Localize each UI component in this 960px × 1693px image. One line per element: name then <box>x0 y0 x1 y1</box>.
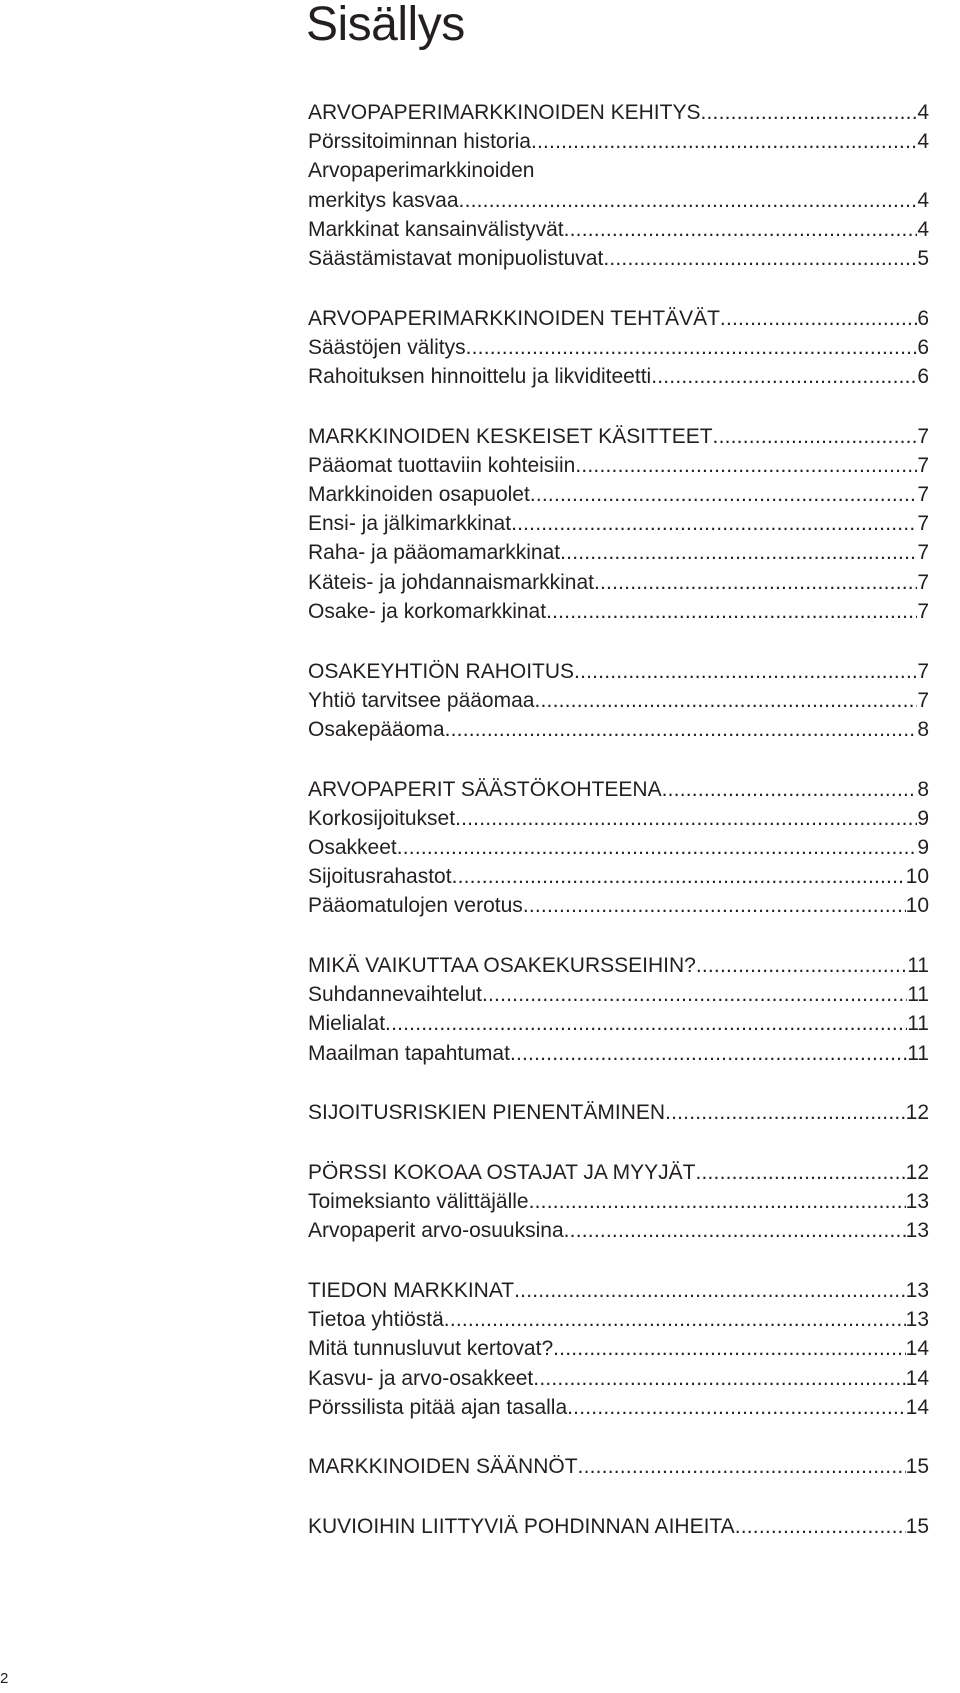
toc-entry-page: 5 <box>917 246 929 270</box>
toc-leader-dots <box>534 686 917 715</box>
toc-entry-page: 4 <box>917 217 929 241</box>
toc-entry <box>308 686 929 715</box>
toc-entry <box>308 804 929 833</box>
toc-leader-dots <box>511 509 917 538</box>
toc-entry-page: 13 <box>905 1190 929 1214</box>
toc-entry-page: 7 <box>917 512 929 536</box>
toc-entry-title: KUVIOIHIN LIITTYVIÄ POHDINNAN AIHEITA <box>308 1515 735 1539</box>
toc-entry <box>308 480 929 509</box>
toc-entry-title: ARVOPAPERIMARKKINOIDEN TEHTÄVÄT <box>308 306 720 330</box>
toc-entry-title: Arvopaperimarkkinoiden <box>308 159 535 183</box>
toc-entry-page: 11 <box>907 1012 929 1036</box>
toc-entry-title: Ensi- ja jälkimarkkinat <box>308 512 512 536</box>
toc-entry <box>308 451 929 480</box>
toc-entry-title: Markkinoiden osapuolet <box>308 483 530 507</box>
toc-entry <box>308 833 929 862</box>
toc-section <box>308 422 929 626</box>
toc-entry <box>308 1452 929 1481</box>
toc-leader-dots <box>533 1364 905 1393</box>
toc-leader-dots <box>695 1158 905 1187</box>
toc-entry-page: 7 <box>917 659 929 683</box>
toc-entry <box>308 1187 929 1216</box>
toc-leader-dots <box>651 362 917 391</box>
toc-section <box>308 657 929 745</box>
toc-entry-title: MIKÄ VAIKUTTAA OSAKEKURSSEIHIN? <box>308 954 696 977</box>
toc-entry-page: 7 <box>917 541 929 565</box>
toc-section <box>308 1158 929 1246</box>
toc-entry-page: 4 <box>917 101 929 124</box>
toc-entry <box>308 1512 929 1541</box>
toc-entry-page: 13 <box>905 1308 929 1332</box>
toc-entry-title: Pääomat tuottaviin kohteisiin <box>308 453 576 477</box>
toc-leader-dots <box>700 98 917 127</box>
toc-entry-title: Osakepääoma <box>308 717 445 741</box>
toc-entry-page: 12 <box>905 1101 929 1125</box>
toc-leader-dots <box>523 891 906 920</box>
toc-leader-dots <box>575 451 917 480</box>
toc-entry <box>308 362 929 391</box>
toc-leader-dots <box>531 127 917 156</box>
toc-entry <box>308 1158 929 1187</box>
toc-entry <box>308 244 929 273</box>
toc-entry-title: SIJOITUSRISKIEN PIENENTÄMINEN <box>308 1101 666 1125</box>
toc-entry-title: Säästöjen välitys <box>308 335 466 359</box>
toc-leader-dots <box>564 215 918 244</box>
toc-entry-page: 11 <box>907 954 929 977</box>
toc-entry-title: ARVOPAPERIMARKKINOIDEN KEHITYS <box>308 101 701 124</box>
toc-entry-title: Toimeksianto välittäjälle <box>308 1190 529 1214</box>
toc-leader-dots <box>603 244 917 273</box>
toc-entry-title: Maailman tapahtumat <box>308 1041 510 1065</box>
toc-entry <box>308 891 929 920</box>
toc-entry-page: 8 <box>917 777 929 801</box>
toc-entry <box>308 1334 929 1363</box>
toc-entry-title: Mitä tunnusluvut kertovat? <box>308 1337 554 1361</box>
toc-leader-dots <box>594 568 917 597</box>
toc-leader-dots <box>514 1276 906 1305</box>
toc-entry <box>308 568 929 597</box>
toc-section <box>308 775 929 921</box>
toc-entry-page: 8 <box>917 717 929 741</box>
toc-entry-title: Tietoa yhtiöstä <box>308 1308 444 1332</box>
toc-entry <box>308 980 929 1009</box>
toc-leader-dots <box>530 480 918 509</box>
toc-entry-page: 7 <box>917 424 929 448</box>
toc-leader-dots <box>560 538 917 567</box>
toc-entry-title: TIEDON MARKKINAT <box>308 1279 515 1302</box>
toc-leader-dots <box>466 333 918 362</box>
toc-leader-dots <box>567 1393 906 1422</box>
toc-entry <box>308 156 929 185</box>
toc-section <box>308 1098 929 1127</box>
toc-entry-page: 9 <box>917 835 929 859</box>
toc-leader-dots <box>459 186 918 215</box>
toc-entry <box>308 538 929 567</box>
toc-entry-title: Sijoitusrahastot <box>308 865 452 889</box>
toc-leader-dots <box>482 980 907 1009</box>
toc-entry <box>308 1393 929 1422</box>
page-number: 2 <box>0 1670 9 1687</box>
toc-entry-page: 13 <box>905 1279 929 1302</box>
toc-entry <box>308 333 929 362</box>
toc-entry-title: PÖRSSI KOKOAA OSTAJAT JA MYYJÄT <box>308 1160 696 1184</box>
toc-entry <box>308 422 929 451</box>
toc-leader-dots <box>564 1216 906 1245</box>
toc-entry-page: 7 <box>917 483 929 507</box>
toc-entry-title: Kasvu- ja arvo-osakkeet <box>308 1366 534 1390</box>
toc-entry-page: 14 <box>905 1395 929 1419</box>
toc-entry-page: 6 <box>917 306 929 330</box>
toc-entry-title: ARVOPAPERIT SÄÄSTÖKOHTEENA <box>308 777 662 801</box>
toc-entry-title: Suhdannevaihtelut <box>308 983 482 1007</box>
toc-leader-dots <box>529 1187 906 1216</box>
toc-entry <box>308 1098 929 1127</box>
toc-leader-dots <box>735 1512 906 1541</box>
toc-leader-dots <box>445 715 918 744</box>
toc-entry-page: 7 <box>917 688 929 712</box>
toc-section <box>308 304 929 392</box>
toc-leader-dots <box>397 833 918 862</box>
toc-entry-title: Osake- ja korkomarkkinat <box>308 599 547 623</box>
toc-entry-title: Pörssitoiminnan historia <box>308 130 531 154</box>
toc-entry-title: Pääomatulojen verotus <box>308 894 523 918</box>
toc-entry <box>308 1276 929 1305</box>
toc-entry <box>308 657 929 686</box>
toc-entry-page: 4 <box>917 188 929 212</box>
toc-entry-page: 7 <box>917 453 929 477</box>
toc-entry-title: Säästämistavat monipuolistuvat <box>308 246 604 270</box>
toc-entry-title: Rahoituksen hinnoittelu ja likviditeetti <box>308 365 652 388</box>
toc-leader-dots <box>720 304 917 333</box>
toc-entry-page: 15 <box>905 1455 929 1479</box>
toc-entry-page: 15 <box>905 1515 929 1539</box>
toc-leader-dots <box>553 1334 906 1363</box>
toc-leader-dots <box>713 422 918 451</box>
toc-entry-title: Pörssilista pitää ajan tasalla <box>308 1395 568 1419</box>
toc-section <box>308 1452 929 1481</box>
toc-leader-dots <box>546 597 917 626</box>
page-title: Sisällys <box>306 0 465 51</box>
toc-entry <box>308 1364 929 1393</box>
toc-entry <box>308 775 929 804</box>
toc-entry-page: 4 <box>917 130 929 154</box>
toc-entry <box>308 1039 929 1068</box>
toc-entry <box>308 509 929 538</box>
toc-entry <box>308 597 929 626</box>
toc-section <box>308 1512 929 1541</box>
toc-entry-title: Mielialat <box>308 1012 386 1036</box>
toc-entry-title: OSAKEYHTIÖN RAHOITUS <box>308 659 575 683</box>
toc-entry-page: 6 <box>917 335 929 359</box>
toc-entry-title: Markkinat kansainvälistyvät <box>308 217 564 241</box>
toc-entry-page: 14 <box>905 1366 929 1390</box>
toc-leader-dots <box>578 1452 906 1481</box>
toc-entry-title: Raha- ja pääomamarkkinat <box>308 541 561 565</box>
table-of-contents <box>308 98 929 1572</box>
toc-section <box>308 98 929 273</box>
toc-entry <box>308 186 929 215</box>
toc-entry-page: 7 <box>917 570 929 594</box>
toc-entry <box>308 304 929 333</box>
toc-entry <box>308 98 929 127</box>
toc-entry <box>308 862 929 891</box>
toc-entry-page: 9 <box>917 806 929 830</box>
toc-entry <box>308 715 929 744</box>
toc-entry-page: 10 <box>905 894 929 918</box>
toc-entry-page: 10 <box>905 865 929 889</box>
toc-leader-dots <box>696 951 907 980</box>
toc-entry-title: Arvopaperit arvo-osuuksina <box>308 1219 564 1243</box>
toc-leader-dots <box>444 1305 906 1334</box>
toc-entry-page: 11 <box>907 1041 929 1065</box>
toc-entry-page: 13 <box>905 1219 929 1243</box>
toc-leader-dots <box>665 1098 906 1127</box>
toc-entry-title: Korkosijoitukset <box>308 806 456 830</box>
toc-section <box>308 951 929 1068</box>
toc-entry <box>308 1009 929 1038</box>
toc-entry <box>308 951 929 980</box>
toc-entry-title: Yhtiö tarvitsee pääomaa <box>308 688 535 712</box>
toc-entry-page: 7 <box>917 599 929 623</box>
toc-leader-dots <box>455 804 917 833</box>
toc-leader-dots <box>510 1039 907 1068</box>
toc-entry <box>308 1216 929 1245</box>
toc-entry <box>308 1305 929 1334</box>
toc-entry-page: 14 <box>905 1337 929 1361</box>
toc-entry <box>308 215 929 244</box>
toc-entry-title: MARKKINOIDEN SÄÄNNÖT <box>308 1455 578 1479</box>
toc-entry-title: merkitys kasvaa <box>308 188 459 212</box>
toc-leader-dots <box>574 657 917 686</box>
toc-entry-page: 11 <box>907 983 929 1007</box>
toc-leader-dots <box>452 862 906 891</box>
toc-entry <box>308 127 929 156</box>
toc-section <box>308 1276 929 1422</box>
toc-entry-title: MARKKINOIDEN KESKEISET KÄSITTEET <box>308 424 713 448</box>
toc-entry-page: 6 <box>917 365 929 388</box>
toc-entry-title: Osakkeet <box>308 835 397 859</box>
toc-entry-title: Käteis- ja johdannaismarkkinat <box>308 570 594 594</box>
toc-entry-page: 12 <box>905 1160 929 1184</box>
toc-leader-dots <box>662 775 918 804</box>
toc-leader-dots <box>385 1009 907 1038</box>
